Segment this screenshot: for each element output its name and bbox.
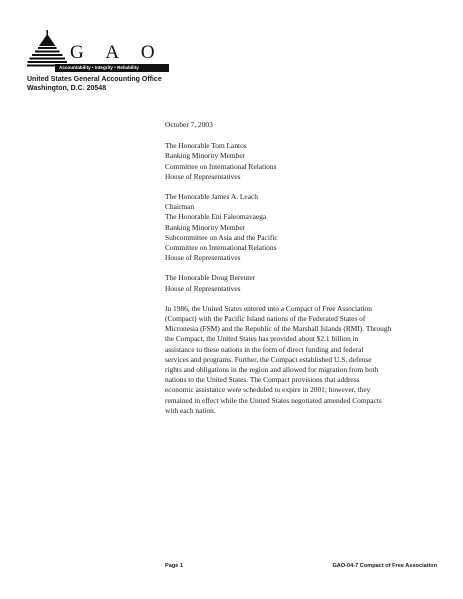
body-line: remained in effect while the United States negotiated amended Compacts bbox=[165, 395, 382, 405]
office-name: United States General Accounting Office bbox=[27, 76, 162, 83]
body-line: rights and obligations in the region and allowed for migration from both bbox=[165, 365, 379, 375]
addressee-line: Ranking Minority Member bbox=[165, 222, 246, 232]
addressee-line: The Honorable Doug Bereuter bbox=[165, 273, 256, 283]
body-line: services and programs. Further, the Compact established U.S. defense bbox=[165, 354, 372, 364]
addressee-block bbox=[165, 192, 437, 263]
addressee-line: Committee on International Relations bbox=[165, 243, 277, 253]
addressee-block bbox=[165, 273, 437, 293]
page-number: Page 1 bbox=[165, 563, 184, 569]
addressee-line: Subcommittee on Asia and the Pacific bbox=[165, 232, 278, 242]
addressee-line: House of Representatives bbox=[165, 171, 241, 181]
page-footer bbox=[165, 563, 437, 569]
addressee-line: Ranking Minority Member bbox=[165, 151, 246, 161]
body-line: with each nation. bbox=[165, 405, 216, 415]
body-line: In 1986, the United States entered into a Compact of Free Association bbox=[165, 303, 372, 313]
office-address bbox=[27, 75, 162, 93]
letter-content bbox=[165, 120, 437, 416]
body-line: assistance to these nations in the form of direct funding and federal bbox=[165, 344, 364, 354]
addressee-line: House of Representatives bbox=[165, 283, 241, 293]
addressee-line: Chairman bbox=[165, 202, 195, 212]
report-number: GAO-04-7 Compact of Free Association bbox=[332, 563, 437, 569]
letter-date: October 7, 2003 bbox=[165, 120, 213, 129]
body-line: Micronesia (FSM) and the Republic of the Marshall Islands (RMI). Through bbox=[165, 324, 392, 334]
addressee-line: The Honorable Tom Lantos bbox=[165, 141, 247, 151]
addressee-line: The Honorable Eni Faleomavaega bbox=[165, 212, 267, 222]
body-line: nations to the United States. The Compact provisions that address bbox=[165, 375, 360, 385]
gao-logo-text: G A O bbox=[70, 42, 164, 63]
office-city: Washington, D.C. 20548 bbox=[27, 85, 107, 92]
addressee-block bbox=[165, 141, 437, 182]
body-line: (Compact) with the Pacific Island nations of the Federated States of bbox=[165, 314, 366, 324]
addressee-line: House of Representatives bbox=[165, 253, 241, 263]
body-line: the Compact, the United States has provided about $2.1 billion in bbox=[165, 334, 359, 344]
addressee-line: The Honorable James A. Leach bbox=[165, 192, 258, 202]
addressee-line: Committee on International Relations bbox=[165, 161, 277, 171]
body-paragraph bbox=[165, 304, 437, 416]
body-line: economic assistance were scheduled to expire in 2001; however, they bbox=[165, 385, 371, 395]
gao-tagline: Accountability • Integrity • Reliability bbox=[55, 64, 169, 72]
